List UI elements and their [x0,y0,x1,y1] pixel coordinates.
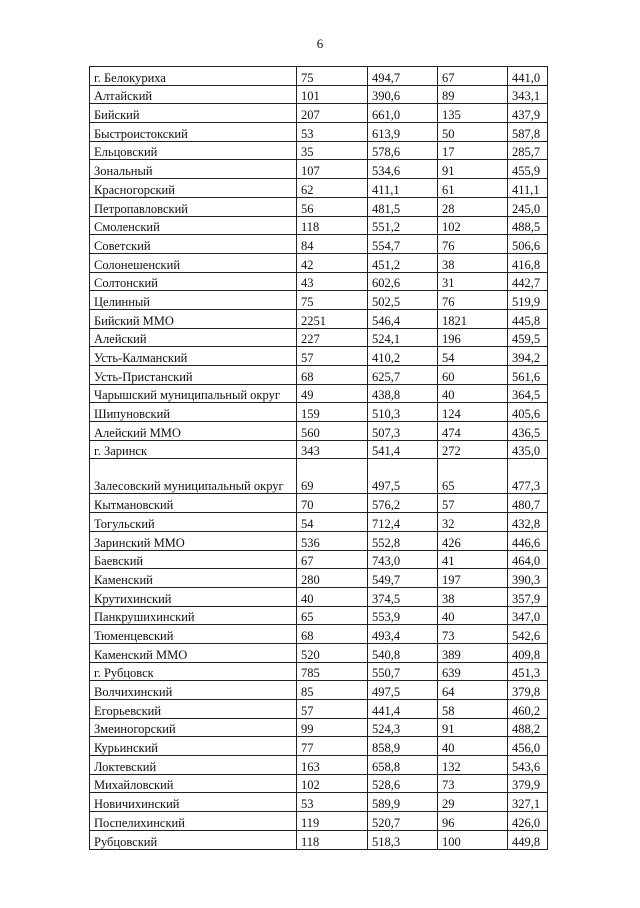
table-row [90,197,548,216]
cell-district-name: Волчихинский [90,681,297,700]
cell-rate-1: 551,2 [368,216,438,235]
cell-district-name: Крутихинский [90,587,297,606]
table-row [90,272,548,291]
cell-rate-2: 449,8 [508,830,548,849]
cell-rate-2: 436,5 [508,422,548,441]
table-row [90,830,548,849]
cell-district-name: Михайловский [90,774,297,793]
cell-count-1: 57 [297,347,368,366]
cell-count-1: 70 [297,494,368,513]
cell-count-2: 76 [438,291,508,310]
cell-district-name: Поспелихинский [90,812,297,831]
cell-count-2: 38 [438,253,508,272]
cell-rate-2: 561,6 [508,366,548,385]
cell-district-name: Усть-Калманский [90,347,297,366]
cell-count-2: 426 [438,531,508,550]
cell-rate-1: 578,6 [368,141,438,160]
cell-rate-1: 541,4 [368,440,438,459]
cell-count-1: 102 [297,774,368,793]
cell-district-name: г. Рубцовск [90,662,297,681]
cell-count-1: 65 [297,606,368,625]
cell-district-name: Залесовский муниципальный округ [90,459,297,494]
cell-district-name: Егорьевский [90,700,297,719]
cell-count-2: 91 [438,718,508,737]
table-row [90,737,548,756]
cell-rate-1: 661,0 [368,104,438,123]
cell-count-2: 40 [438,384,508,403]
table-row [90,422,548,441]
cell-rate-2: 347,0 [508,606,548,625]
cell-rate-2: 488,5 [508,216,548,235]
table-row [90,253,548,272]
cell-rate-1: 410,2 [368,347,438,366]
cell-count-1: 118 [297,830,368,849]
cell-count-1: 785 [297,662,368,681]
cell-count-1: 118 [297,216,368,235]
cell-rate-2: 451,3 [508,662,548,681]
table-row [90,718,548,737]
table-row [90,459,548,494]
cell-rate-2: 285,7 [508,141,548,160]
cell-district-name: Советский [90,235,297,254]
cell-rate-1: 524,1 [368,328,438,347]
cell-rate-1: 858,9 [368,737,438,756]
cell-rate-1: 507,3 [368,422,438,441]
cell-rate-1: 743,0 [368,550,438,569]
cell-rate-2: 459,5 [508,328,548,347]
cell-district-name: Каменский [90,569,297,588]
cell-district-name: Солтонский [90,272,297,291]
cell-rate-1: 411,1 [368,179,438,198]
cell-district-name: Тогульский [90,513,297,532]
cell-district-name: Кытмановский [90,494,297,513]
cell-district-name: Чарышский муниципальный округ [90,384,297,403]
cell-rate-2: 432,8 [508,513,548,532]
cell-count-2: 60 [438,366,508,385]
cell-rate-2: 488,2 [508,718,548,737]
cell-count-1: 520 [297,643,368,662]
cell-count-2: 64 [438,681,508,700]
cell-count-2: 41 [438,550,508,569]
cell-district-name: Шипуновский [90,403,297,422]
cell-rate-1: 510,3 [368,403,438,422]
cell-count-1: 77 [297,737,368,756]
cell-rate-2: 519,9 [508,291,548,310]
cell-rate-2: 477,3 [508,459,548,494]
cell-rate-2: 446,6 [508,531,548,550]
cell-count-1: 2251 [297,309,368,328]
table-row [90,179,548,198]
cell-rate-2: 245,0 [508,197,548,216]
table-row [90,681,548,700]
cell-district-name: Каменский ММО [90,643,297,662]
cell-count-1: 53 [297,123,368,142]
cell-rate-1: 589,9 [368,793,438,812]
cell-count-2: 102 [438,216,508,235]
cell-rate-2: 405,6 [508,403,548,422]
cell-district-name: Заринский ММО [90,531,297,550]
table-row [90,160,548,179]
cell-rate-2: 455,9 [508,160,548,179]
cell-count-2: 474 [438,422,508,441]
cell-district-name: Смоленский [90,216,297,235]
cell-rate-2: 506,6 [508,235,548,254]
cell-count-2: 32 [438,513,508,532]
cell-district-name: Змеиногорский [90,718,297,737]
cell-rate-1: 524,3 [368,718,438,737]
table-row [90,569,548,588]
cell-count-1: 53 [297,793,368,812]
table-row [90,366,548,385]
cell-rate-2: 464,0 [508,550,548,569]
cell-district-name: Панкрушихинский [90,606,297,625]
table-row [90,85,548,104]
cell-district-name: Баевский [90,550,297,569]
cell-count-1: 343 [297,440,368,459]
cell-rate-2: 416,8 [508,253,548,272]
cell-rate-2: 390,3 [508,569,548,588]
cell-count-1: 56 [297,197,368,216]
cell-count-2: 196 [438,328,508,347]
cell-rate-2: 445,8 [508,309,548,328]
cell-count-2: 50 [438,123,508,142]
cell-district-name: Рубцовский [90,830,297,849]
table-row [90,309,548,328]
cell-count-1: 560 [297,422,368,441]
cell-count-2: 1821 [438,309,508,328]
cell-count-1: 43 [297,272,368,291]
cell-rate-2: 394,2 [508,347,548,366]
cell-count-2: 17 [438,141,508,160]
cell-district-name: Бийский [90,104,297,123]
cell-district-name: Зональный [90,160,297,179]
table-row [90,216,548,235]
cell-count-2: 54 [438,347,508,366]
table-row [90,291,548,310]
table-row [90,384,548,403]
cell-rate-1: 552,8 [368,531,438,550]
cell-count-2: 28 [438,197,508,216]
cell-count-1: 68 [297,625,368,644]
table-row [90,104,548,123]
cell-count-2: 96 [438,812,508,831]
cell-count-2: 73 [438,774,508,793]
cell-count-2: 132 [438,756,508,775]
cell-rate-1: 374,5 [368,587,438,606]
table-row [90,347,548,366]
cell-district-name: Алтайский [90,85,297,104]
cell-count-2: 89 [438,85,508,104]
cell-district-name: Курьинский [90,737,297,756]
cell-count-2: 67 [438,67,508,86]
cell-count-1: 42 [297,253,368,272]
cell-rate-1: 602,6 [368,272,438,291]
cell-count-1: 159 [297,403,368,422]
cell-count-1: 54 [297,513,368,532]
cell-count-2: 73 [438,625,508,644]
cell-count-1: 69 [297,459,368,494]
cell-count-1: 62 [297,179,368,198]
table-row [90,606,548,625]
cell-rate-1: 494,7 [368,67,438,86]
cell-district-name: Быстроистокский [90,123,297,142]
page-number: 6 [316,36,324,51]
table-row [90,141,548,160]
cell-rate-1: 451,2 [368,253,438,272]
cell-count-1: 68 [297,366,368,385]
cell-count-2: 58 [438,700,508,719]
cell-count-2: 40 [438,737,508,756]
cell-count-1: 75 [297,67,368,86]
cell-count-2: 639 [438,662,508,681]
cell-count-2: 29 [438,793,508,812]
cell-district-name: Локтевский [90,756,297,775]
cell-district-name: Петропавловский [90,197,297,216]
cell-count-2: 40 [438,606,508,625]
cell-count-1: 207 [297,104,368,123]
cell-count-1: 57 [297,700,368,719]
cell-rate-2: 587,8 [508,123,548,142]
cell-rate-1: 481,5 [368,197,438,216]
cell-rate-1: 441,4 [368,700,438,719]
cell-rate-2: 379,9 [508,774,548,793]
cell-count-1: 85 [297,681,368,700]
cell-rate-2: 409,8 [508,643,548,662]
cell-rate-1: 520,7 [368,812,438,831]
cell-rate-1: 613,9 [368,123,438,142]
cell-rate-2: 542,6 [508,625,548,644]
table-row [90,403,548,422]
cell-count-1: 35 [297,141,368,160]
cell-rate-1: 712,4 [368,513,438,532]
cell-rate-1: 550,7 [368,662,438,681]
table-row [90,793,548,812]
cell-rate-2: 460,2 [508,700,548,719]
cell-rate-2: 456,0 [508,737,548,756]
cell-district-name: Целинный [90,291,297,310]
cell-rate-1: 658,8 [368,756,438,775]
cell-district-name: Алейский [90,328,297,347]
cell-district-name: г. Белокуриха [90,67,297,86]
cell-count-2: 38 [438,587,508,606]
cell-district-name: Солонешенский [90,253,297,272]
cell-count-1: 227 [297,328,368,347]
cell-count-2: 135 [438,104,508,123]
cell-count-2: 389 [438,643,508,662]
cell-count-2: 124 [438,403,508,422]
cell-count-2: 65 [438,459,508,494]
table-row [90,812,548,831]
cell-count-2: 31 [438,272,508,291]
cell-district-name: Ельцовский [90,141,297,160]
cell-count-1: 280 [297,569,368,588]
cell-count-2: 91 [438,160,508,179]
cell-rate-1: 528,6 [368,774,438,793]
cell-district-name: Красногорский [90,179,297,198]
cell-district-name: Тюменцевский [90,625,297,644]
cell-rate-2: 364,5 [508,384,548,403]
cell-count-1: 119 [297,812,368,831]
cell-rate-2: 426,0 [508,812,548,831]
cell-rate-1: 540,8 [368,643,438,662]
cell-district-name: Усть-Пристанский [90,366,297,385]
cell-rate-2: 437,9 [508,104,548,123]
table-row [90,440,548,459]
cell-rate-1: 390,6 [368,85,438,104]
cell-rate-1: 553,9 [368,606,438,625]
table-row [90,235,548,254]
cell-district-name: Новичихинский [90,793,297,812]
cell-rate-1: 576,2 [368,494,438,513]
cell-rate-1: 549,7 [368,569,438,588]
table-row [90,513,548,532]
cell-count-1: 163 [297,756,368,775]
cell-count-1: 75 [297,291,368,310]
table-row [90,531,548,550]
cell-count-2: 100 [438,830,508,849]
cell-district-name: г. Заринск [90,440,297,459]
cell-count-2: 61 [438,179,508,198]
cell-rate-1: 546,4 [368,309,438,328]
cell-rate-2: 442,7 [508,272,548,291]
cell-count-1: 67 [297,550,368,569]
cell-count-1: 536 [297,531,368,550]
statistics-table [89,66,548,850]
cell-rate-2: 480,7 [508,494,548,513]
cell-rate-1: 554,7 [368,235,438,254]
cell-rate-2: 379,8 [508,681,548,700]
table-row [90,587,548,606]
cell-count-2: 57 [438,494,508,513]
cell-district-name: Бийский ММО [90,309,297,328]
table-row [90,774,548,793]
table-row [90,123,548,142]
cell-district-name: Алейский ММО [90,422,297,441]
cell-count-1: 101 [297,85,368,104]
cell-rate-2: 435,0 [508,440,548,459]
cell-rate-1: 493,4 [368,625,438,644]
cell-rate-1: 438,8 [368,384,438,403]
cell-count-1: 84 [297,235,368,254]
cell-rate-1: 625,7 [368,366,438,385]
table-row [90,550,548,569]
table-row [90,662,548,681]
table-row [90,625,548,644]
cell-count-1: 99 [297,718,368,737]
cell-rate-2: 343,1 [508,85,548,104]
cell-count-2: 272 [438,440,508,459]
table-row [90,494,548,513]
table-row [90,328,548,347]
cell-count-2: 197 [438,569,508,588]
cell-rate-1: 534,6 [368,160,438,179]
cell-rate-2: 357,9 [508,587,548,606]
cell-rate-1: 497,5 [368,681,438,700]
cell-count-2: 76 [438,235,508,254]
table-row [90,67,548,86]
cell-rate-2: 411,1 [508,179,548,198]
cell-rate-1: 502,5 [368,291,438,310]
cell-rate-1: 497,5 [368,459,438,494]
cell-count-1: 107 [297,160,368,179]
table-row [90,700,548,719]
cell-rate-2: 441,0 [508,67,548,86]
cell-rate-1: 518,3 [368,830,438,849]
cell-count-1: 40 [297,587,368,606]
cell-rate-2: 543,6 [508,756,548,775]
cell-rate-2: 327,1 [508,793,548,812]
table-row [90,643,548,662]
cell-count-1: 49 [297,384,368,403]
table-row [90,756,548,775]
